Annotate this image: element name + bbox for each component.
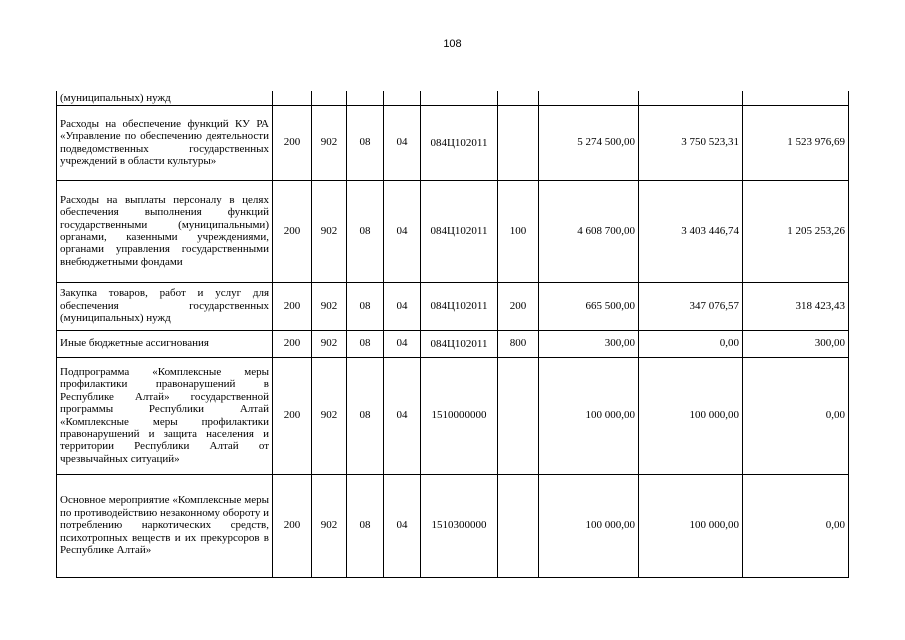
table-row [57,180,849,282]
row-description: (муниципальных) нужд [57,91,273,105]
table-row [57,105,849,180]
cell-target: 04 [384,105,421,180]
table-row [57,330,849,357]
cell-expense-type: 100 [498,180,539,282]
cell-remaining: 0,00 [743,474,849,577]
row-description: Иные бюджетные ассигнования [57,330,273,357]
cell-grbs: 200 [273,105,312,180]
cell-code: 084Ц102011 [421,282,498,330]
cell-subsection: 08 [347,357,384,474]
cell-expense-type [498,105,539,180]
cell-remaining: 1 205 253,26 [743,180,849,282]
cell-expense-type [498,474,539,577]
cell-remaining: 318 423,43 [743,282,849,330]
budget-table [56,91,849,578]
cell-subsection: 08 [347,474,384,577]
cell-grbs: 200 [273,180,312,282]
cell-planned: 100 000,00 [539,474,639,577]
cell-executed: 100 000,00 [639,357,743,474]
table-row [57,474,849,577]
cell-executed: 347 076,57 [639,282,743,330]
cell-subsection: 08 [347,180,384,282]
row-description: Основное мероприятие «Комплексные меры по противодействию незаконному обороту и потреблению наркотических средств, психотропных веществ и их прекурсоров в Республике Алтай» [57,474,273,577]
row-description: Расходы на обеспечение функций КУ РА «Управление по обеспечению деятельности подведомственных государственных учреждений в области культуры» [57,105,273,180]
cell-subsection: 08 [347,105,384,180]
cell-grbs: 200 [273,330,312,357]
cell-code: 1510300000 [421,474,498,577]
cell-section: 902 [312,474,347,577]
cell-planned: 665 500,00 [539,282,639,330]
cell-remaining: 0,00 [743,357,849,474]
cell-subsection: 08 [347,282,384,330]
cell-executed: 0,00 [639,330,743,357]
cell-subsection: 08 [347,330,384,357]
cell-remaining: 300,00 [743,330,849,357]
page-number: 108 [443,38,462,50]
cell-section: 902 [312,180,347,282]
cell-target: 04 [384,180,421,282]
cell-executed: 3 750 523,31 [639,105,743,180]
cell-code: 084Ц102011 [421,180,498,282]
cell-target: 04 [384,357,421,474]
cell-planned: 4 608 700,00 [539,180,639,282]
cell-code: 084Ц102011 [421,105,498,180]
cell-code: 084Ц102011 [421,330,498,357]
cell-section: 902 [312,357,347,474]
cell-expense-type [498,357,539,474]
cell-planned: 5 274 500,00 [539,105,639,180]
cell-grbs: 200 [273,357,312,474]
cell-target: 04 [384,282,421,330]
row-description: Подпрограмма «Комплексные меры профилактики правонарушений в Республике Алтай» государственной программы Республики Алтай «Комплексные меры профилактики правонарушений и защита населения и территории Республики Алтай от чрезвычайных ситуаций» [57,357,273,474]
cell-executed: 3 403 446,74 [639,180,743,282]
cell-planned: 100 000,00 [539,357,639,474]
row-description: Закупка товаров, работ и услуг для обеспечения государственных (муниципальных) нужд [57,282,273,330]
cell-target: 04 [384,474,421,577]
cell-grbs: 200 [273,282,312,330]
table-row [57,282,849,330]
cell-code: 1510000000 [421,357,498,474]
cell-section: 902 [312,282,347,330]
cell-expense-type: 200 [498,282,539,330]
cell-planned: 300,00 [539,330,639,357]
cell-executed: 100 000,00 [639,474,743,577]
cell-target: 04 [384,330,421,357]
cell-section: 902 [312,330,347,357]
table-row [57,357,849,474]
cell-remaining: 1 523 976,69 [743,105,849,180]
table-row [57,91,849,105]
cell-section: 902 [312,105,347,180]
row-description: Расходы на выплаты персоналу в целях обеспечения выполнения функций государственными (муниципальными) органами, казенными учреждениями, органами управления государственными внебюджетными фондами [57,180,273,282]
cell-grbs: 200 [273,474,312,577]
cell-expense-type: 800 [498,330,539,357]
